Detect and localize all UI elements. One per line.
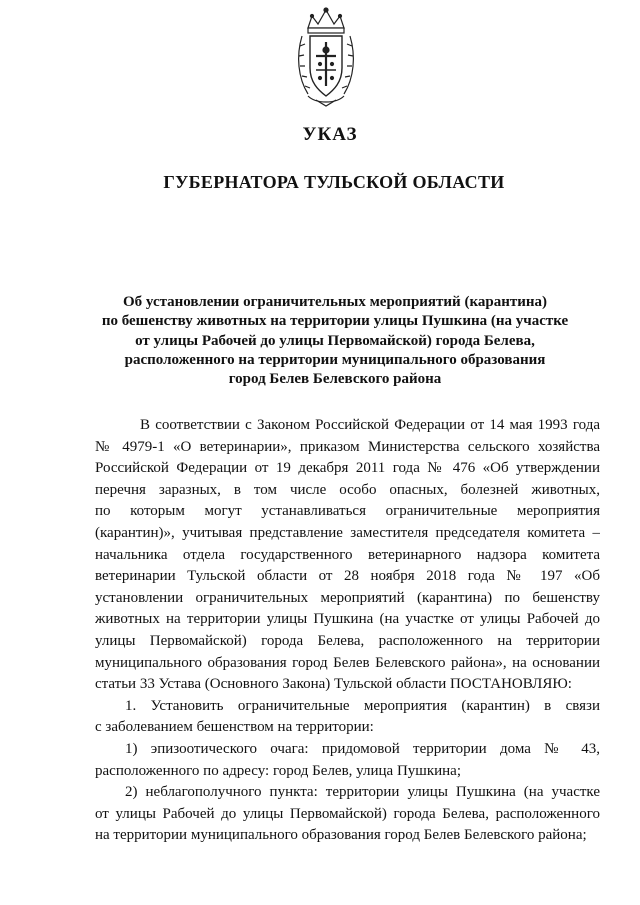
title-line: от улицы Рабочей до улицы Первомайской) города Белева, [135, 332, 535, 349]
text-line: перечня заразных, в том числе особо опасных, болезней животных, [95, 481, 600, 498]
text-line: № 4979-1 «О ветеринарии», приказом Министерства сельского хозяйства [95, 438, 600, 455]
subitem-1-paragraph [95, 739, 600, 782]
title-line: расположенного на территории муниципального образования [124, 351, 546, 368]
issuer-title: ГУБЕРНАТОРА ТУЛЬСКОЙ ОБЛАСТИ [163, 172, 505, 192]
text-line: 2) неблагополучного пункта: территории улицы Пушкина (на участке [125, 784, 600, 801]
text-line: на территории муниципального образования город Белев Белевского района; [95, 827, 587, 844]
title-line: по бешенству животных на территории улицы Пушкина (на участке [101, 313, 569, 330]
text-line: В соответствии с Законом Российской Федерации от 14 мая 1993 года [140, 417, 600, 433]
preamble-paragraph [95, 415, 600, 696]
decree-body [95, 415, 600, 847]
text-line: по которым могут устанавливаться ограничительные мероприятия [95, 503, 600, 520]
text-line: 1) эпизоотического очага: придомовой территории дома № 43, [125, 740, 600, 757]
text-line: Российской Федерации от 19 декабря 2011 года № 476 «Об утверждении [95, 460, 600, 477]
text-line: статьи 33 Устава (Основного Закона) Тульской области ПОСТАНОВЛЯЮ: [95, 676, 572, 693]
text-line: установлении ограничительных мероприятий (карантина) по бешенству [95, 589, 600, 606]
text-line: 1. Установить ограничительные мероприятия (карантин) в связи [125, 697, 600, 714]
decree-title [70, 293, 600, 389]
text-line: ветеринарии Тульской области от 28 ноября 2018 года № 197 «Об [95, 568, 600, 585]
item-1-paragraph [95, 696, 600, 739]
text-line: улицы Первомайской) города Белева, расположенного на территории [95, 632, 600, 649]
document-type: УКАЗ [302, 124, 358, 145]
coat-of-arms-icon [294, 6, 358, 108]
subitem-2-paragraph [95, 782, 600, 847]
title-line: город Белев Белевского района [228, 371, 442, 388]
text-line: (карантин)», учитывая представление заместителя председателя комитета – [95, 524, 600, 541]
text-line: расположенного по адресу: город Белев, улица Пушкина; [95, 762, 462, 779]
text-line: от улицы Рабочей до улицы Первомайской) города Белева, расположенного [95, 805, 600, 822]
text-line: с заболеванием бешенством на территории: [95, 719, 374, 736]
text-line: начальника отдела государственного ветеринарного надзора комитета [95, 546, 600, 563]
text-line: животных на территории улицы Пушкина (на участке от улицы Рабочей до [95, 611, 600, 628]
text-line: муниципального образования город Белев Белевского района», на основании [95, 654, 600, 671]
title-line: Об установлении ограничительных мероприятий (карантина) [122, 294, 547, 310]
